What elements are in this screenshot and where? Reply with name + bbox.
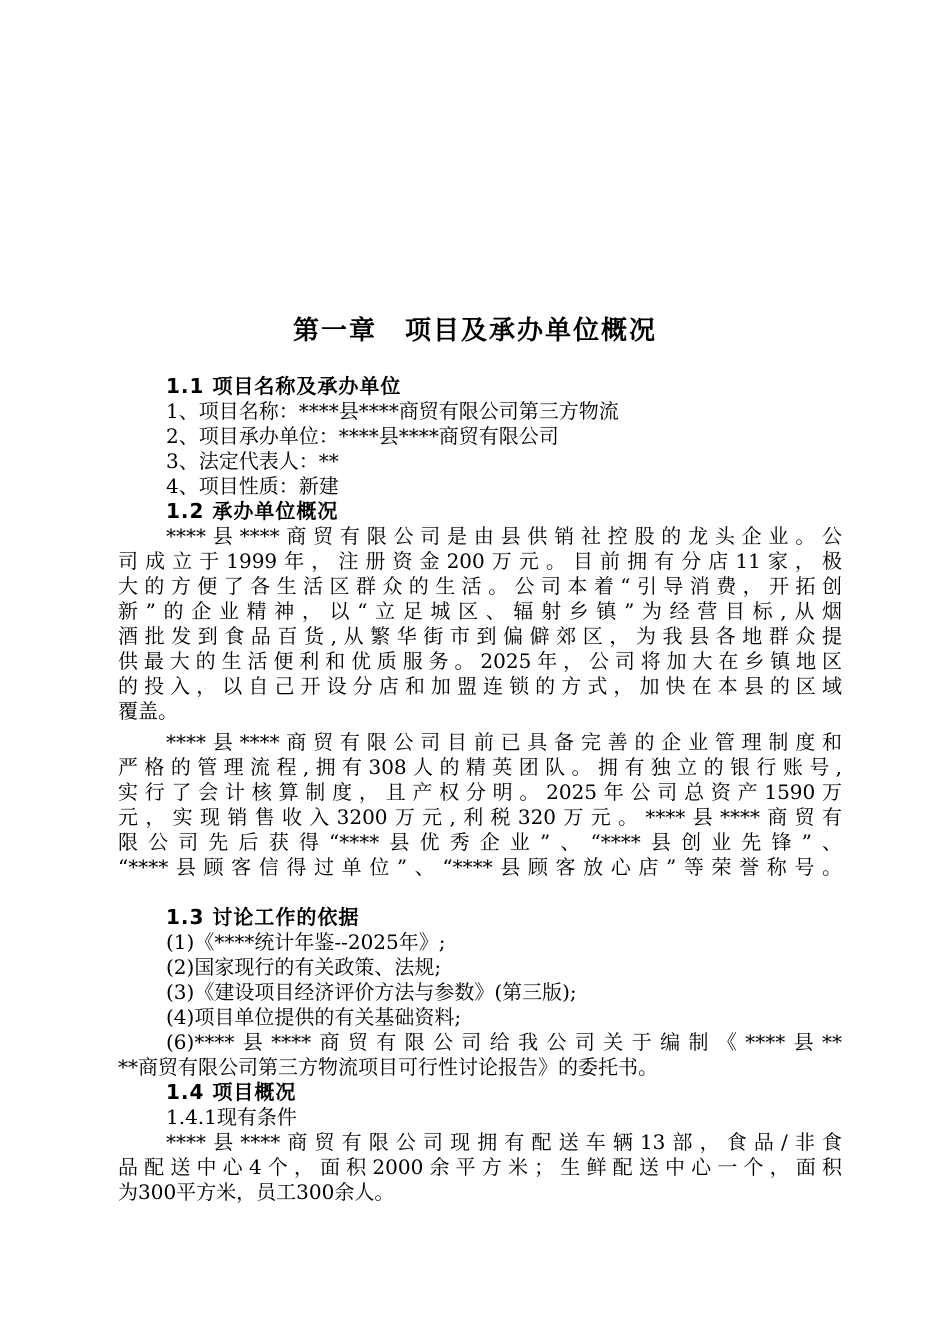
- project-name-item: 1、项目名称：****县****商贸有限公司第三方物流: [166, 399, 619, 423]
- company-paragraph-1-line: 供最大的生活便利和优质服务。2025年，公司将加大在乡镇地区: [118, 649, 842, 673]
- basis-item-6-line: (6)****县****商贸有限公司给我公司关于编制《****县**: [166, 1030, 842, 1054]
- company-paragraph-2-line: 元，实现销售收入3200万元,利税320万元。****县****商贸有: [118, 805, 842, 829]
- conditions-paragraph-line: 品配送中心4个，面积2000余平方米；生鲜配送中心一个，面积: [118, 1155, 842, 1179]
- company-paragraph-1-line: 的投入，以自己开设分店和加盟连锁的方式，加快在本县的区域: [118, 674, 842, 698]
- section-heading-1-4: 1.4 项目概况: [166, 1080, 297, 1104]
- basis-item: (1)《****统计年鉴--2025年》;: [166, 930, 446, 954]
- project-unit-item: 2、项目承办单位：****县****商贸有限公司: [166, 424, 559, 448]
- company-paragraph-1-line: 覆盖。: [118, 699, 178, 723]
- section-heading-1-2: 1.2 承办单位概况: [166, 499, 339, 523]
- company-paragraph-1-line: ****县****商贸有限公司是由县供销社控股的龙头企业。公: [166, 524, 842, 548]
- conditions-paragraph-line: ****县****商贸有限公司现拥有配送车辆13部，食品/非食: [166, 1130, 842, 1154]
- section-heading-1-1: 1.1 项目名称及承办单位: [166, 374, 402, 398]
- conditions-paragraph-line: 为300平方米，员工300余人。: [118, 1180, 395, 1204]
- company-paragraph-1-line: 大的方便了各生活区群众的生活。公司本着“引导消费，开拓创: [118, 574, 842, 598]
- subsection-heading-1-4-1: 1.4.1现有条件: [166, 1105, 297, 1129]
- company-paragraph-2-line: “****县顾客信得过单位”、“****县顾客放心店”等荣誉称号。: [118, 855, 842, 879]
- section-heading-1-3: 1.3 讨论工作的依据: [166, 905, 360, 929]
- chapter-title: 第一章 项目及承办单位概况: [292, 316, 657, 346]
- basis-item-6-line: **商贸有限公司第三方物流项目可行性讨论报告》的委托书。: [118, 1055, 658, 1079]
- company-paragraph-2-line: 严格的管理流程,拥有308人的精英团队。拥有独立的银行账号,: [118, 755, 842, 779]
- legal-rep-item: 3、法定代表人：**: [166, 449, 339, 473]
- basis-item: (2)国家现行的有关政策、法规;: [166, 955, 442, 979]
- company-paragraph-2-line: 限公司先后获得“****县优秀企业”、“****县创业先锋”、: [118, 830, 842, 854]
- basis-item: (3)《建设项目经济评价方法与参数》(第三版);: [166, 980, 577, 1004]
- company-paragraph-1-line: 新”的企业精神，以“立足城区、辐射乡镇”为经营目标,从烟: [118, 599, 842, 623]
- company-paragraph-2-line: ****县****商贸有限公司目前已具备完善的企业管理制度和: [166, 730, 842, 754]
- document-body: [118, 374, 842, 1205]
- project-nature-item: 4、项目性质：新建: [166, 474, 339, 498]
- basis-item: (4)项目单位提供的有关基础资料;: [166, 1005, 462, 1029]
- company-paragraph-1-line: 酒批发到食品百货,从繁华街市到偏僻郊区，为我县各地群众提: [118, 624, 842, 648]
- company-paragraph-1-line: 司成立于1999年，注册资金200万元。目前拥有分店11家，极: [118, 549, 842, 573]
- company-paragraph-2-line: 实行了会计核算制度，且产权分明。2025年公司总资产1590万: [118, 780, 842, 804]
